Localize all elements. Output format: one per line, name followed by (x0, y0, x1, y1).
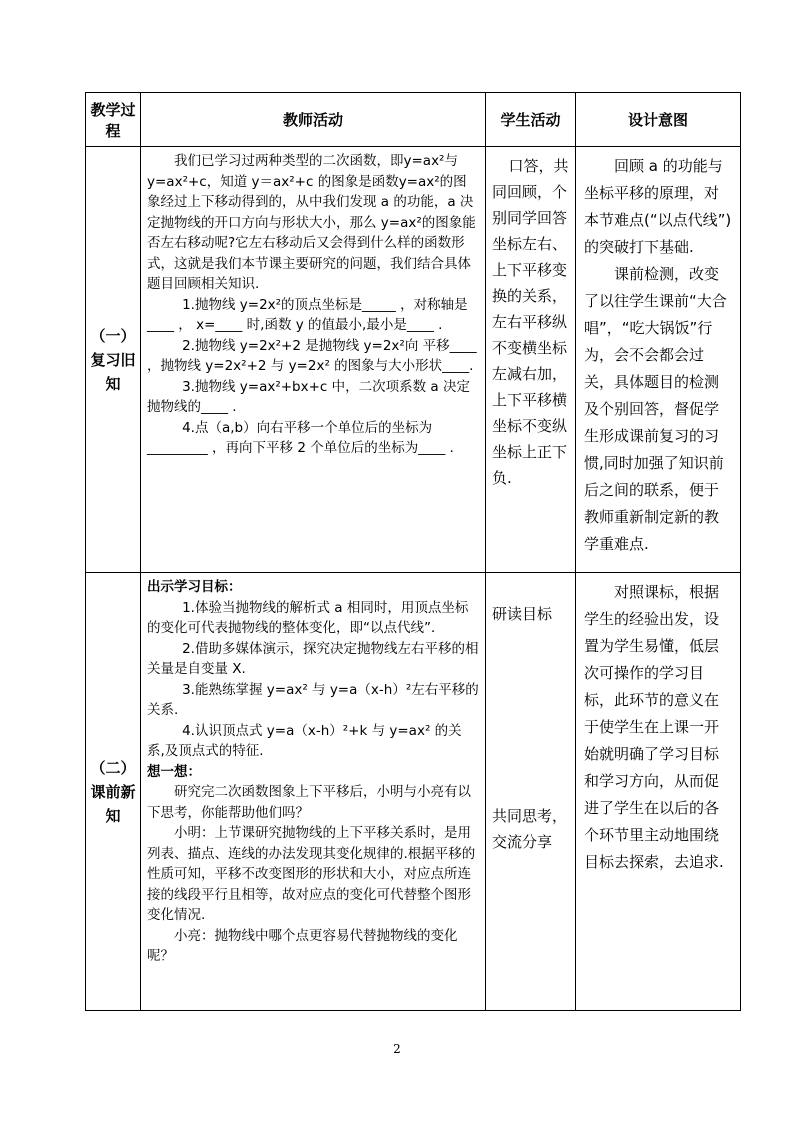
think-text-3: 小亮：抛物线中哪个点更容易代替抛物线的变化呢？ (147, 927, 458, 964)
review-question-3: 3.抛物线 y=ax²+bx+c 中，二次项系数 a 决定抛物线的____ . (147, 378, 470, 415)
header-process: 教学过程 (86, 93, 141, 147)
table-row (86, 573, 741, 1011)
design-new: 对照课标，根据学生的经验出发，设置为学生易懂，低层次可操作的学习目标，此环节的意义在于使学生在上课一开始就明确了学习目标和学习方向，从而促进了学生在以后的各个环节里主动地围绕目标去探索，去追求. (584, 583, 724, 871)
table-row (86, 147, 741, 573)
header-teacher: 教师活动 (141, 93, 486, 147)
think-text-2: 小明：上节课研究抛物线的上下平移关系时，是用列表、描点、连线的办法发现其变化规律的.根据平移的性质可知，平移不改变图形的形状和大小，对应点所连接的线段平行且相等，故对应点的变化可代替整个图形变化情况. (147, 825, 476, 923)
design-intent-new (576, 573, 741, 1011)
goal-4: 4.认识顶点式 y=a（x-h）²+k 与 y=ax² 的关系,及顶点式的特征. (147, 722, 462, 759)
goal-2: 2.借助多媒体演示，探究决定抛物线左右平移的相关量是自变量 X. (147, 640, 479, 677)
review-question-1: 1.抛物线 y=2x²的顶点坐标是_____ ，对称轴是____ ， x=____ 时,函数 y 的值最小,最小是____ . (147, 296, 468, 333)
header-student: 学生活动 (486, 93, 576, 147)
goal-3: 3.能熟练掌握 y=ax² 与 y=a（x-h）²左右平移的关系. (147, 681, 479, 718)
think-title: 想一想： (147, 763, 201, 780)
stage-new-knowledge: （二）课前新知 (86, 573, 141, 1011)
review-intro: 我们已学习过两种类型的二次函数，即y=ax²与 y=ax²+c，知道 y＝ax²+c 的图象是函数y=ax²的图象经过上下移动得到的，从中我们发现 a 的功能，a 决定抛物线的开口方向与形状大小，那么 y=ax²的图象能否左右移动呢?它左右移动后又会得到什么样的函数形式，这就是我们本节课主要研究的问题，我们结合具体题目回顾相关知识. (147, 153, 476, 292)
think-text-1: 研究完二次函数图象上下平移后，小明与小亮有以下思考，你能帮助他们吗？ (147, 784, 471, 821)
page-number: 2 (393, 1042, 401, 1056)
design-intent-review (576, 147, 741, 573)
table-header-row (86, 93, 741, 147)
lesson-table (85, 92, 741, 1011)
goal-1: 1.体验当抛物线的解析式 a 相同时，用顶点坐标的变化可代表抛物线的整体变化，即“以点代线”． (147, 599, 469, 636)
teacher-activity-review (141, 147, 486, 573)
teacher-activity-new (141, 573, 486, 1011)
stage-review: （一）复习旧知 (86, 147, 141, 573)
student-review-text: 口答，共同回顾，个别同学回答坐标左右、上下平移变换的关系，左右平移纵不变横坐标左减右加，上下平移横坐标不变纵坐标上正下负. (492, 157, 569, 487)
header-design: 设计意图 (576, 93, 741, 147)
goals-title: 出示学习目标： (147, 579, 242, 595)
student-new-1: 研读目标 (492, 605, 553, 623)
student-activity-new (486, 573, 576, 1011)
student-new-2: 共同思考，交流分享 (492, 807, 568, 851)
review-question-4: 4.点（a,b）向右平移一个单位后的坐标为_________ ，再向下平移 2 个单位后的坐标为____ . (147, 419, 454, 456)
design-review-1: 回顾 a 的功能与坐标平移的原理，对本节难点(“以点代线”)的突破打下基础. (584, 157, 732, 256)
review-question-2: 2.抛物线 y=2x²+2 是抛物线 y=2x²向 平移____ ，抛物线 y=2x²+2 与 y=2x² 的图象与大小形状____. (147, 337, 477, 374)
design-review-2: 课前检测，改变了以往学生课前“大合唱”，“吃大锅饭”行为，会不会都会过关，具体题目的检测及个别回答，督促学生形成课前复习的习惯,同时加强了知识前后之间的联系，便于教师重新制定新的教学重难点. (584, 265, 727, 553)
student-activity-review (486, 147, 576, 573)
